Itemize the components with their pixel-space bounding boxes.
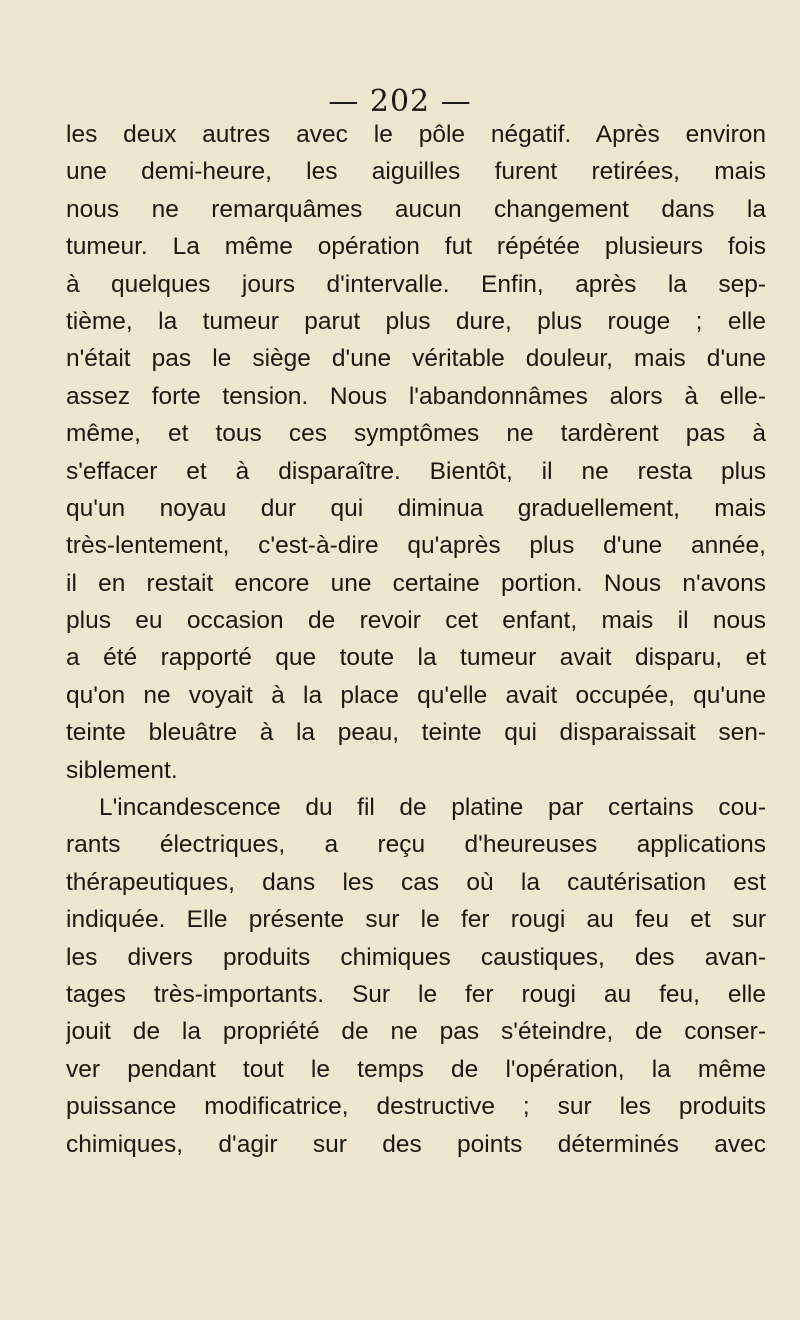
text-line: qu'un noyau dur qui diminua graduellement, mais bbox=[66, 494, 766, 522]
text-line: puissance modificatrice, destructive ; sur les produits bbox=[66, 1093, 766, 1121]
text-line: tages très-importants. Sur le fer rougi au feu, elle bbox=[66, 980, 766, 1008]
text-line: chimiques, d'agir sur des points déterminés avec bbox=[66, 1130, 766, 1158]
text-line: tumeur. La même opération fut répétée plusieurs fois bbox=[66, 233, 766, 261]
text-line: une demi-heure, les aiguilles furent retirées, mais bbox=[66, 158, 766, 186]
text-line: les divers produits chimiques caustiques, des avan- bbox=[66, 943, 766, 971]
text-line: qu'on ne voyait à la place qu'elle avait occupée, qu'une bbox=[66, 681, 766, 709]
page-number: — 202 — bbox=[328, 84, 472, 119]
paragraph-end-line: siblement. bbox=[66, 756, 178, 784]
text-line: rants électriques, a reçu d'heureuses applications bbox=[66, 831, 766, 859]
text-line: teinte bleuâtre à la peau, teinte qui disparaissait sen- bbox=[66, 719, 766, 747]
text-line: il en restait encore une certaine portion. Nous n'avons bbox=[66, 569, 766, 597]
text-line: les deux autres avec le pôle négatif. Après environ bbox=[66, 121, 766, 148]
text-line: indiquée. Elle présente sur le fer rougi au feu et sur bbox=[66, 906, 766, 934]
paragraph-start-line: L'incandescence du fil de platine par certains cou- bbox=[99, 794, 766, 822]
text-line: s'effacer et à disparaître. Bientôt, il ne resta plus bbox=[66, 457, 766, 485]
text-line: plus eu occasion de revoir cet enfant, mais il nous bbox=[66, 607, 766, 635]
text-line: a été rapporté que toute la tumeur avait disparu, et bbox=[66, 644, 766, 672]
text-line: à quelques jours d'intervalle. Enfin, après la sep- bbox=[66, 270, 766, 298]
text-line: thérapeutiques, dans les cas où la cautérisation est bbox=[66, 868, 766, 896]
text-line: n'était pas le siège d'une véritable douleur, mais d'une bbox=[66, 345, 766, 373]
text-line: nous ne remarquâmes aucun changement dans la bbox=[66, 195, 766, 223]
body-text bbox=[66, 116, 766, 1163]
text-line: jouit de la propriété de ne pas s'éteindre, de conser- bbox=[66, 1018, 766, 1046]
text-line: très-lentement, c'est-à-dire qu'après plus d'une année, bbox=[66, 532, 766, 560]
text-line: tième, la tumeur parut plus dure, plus rouge ; elle bbox=[66, 307, 766, 335]
text-line: ver pendant tout le temps de l'opération, la même bbox=[66, 1055, 766, 1083]
text-line: assez forte tension. Nous l'abandonnâmes alors à elle- bbox=[66, 382, 766, 410]
text-line: même, et tous ces symptômes ne tardèrent pas à bbox=[66, 420, 766, 448]
